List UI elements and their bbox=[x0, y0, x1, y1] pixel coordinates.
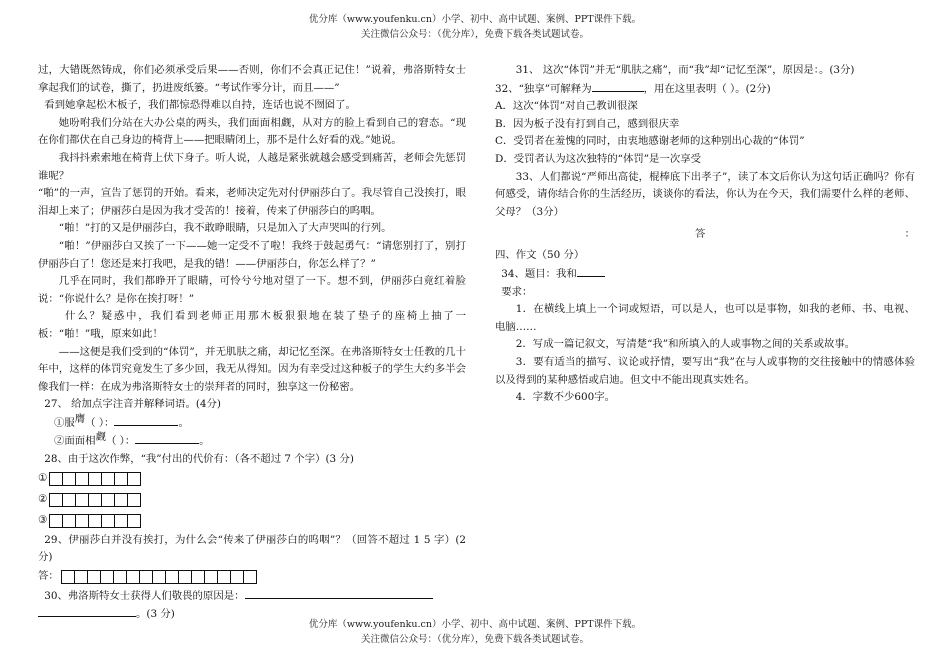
q29-box-grid[interactable] bbox=[61, 570, 256, 584]
passage-paragraph: 她吩咐我们分站在大办公桌的两头，我们面面相觑，从对方的脸上看到自己的窘态。“现在你们都伏在自己身边的椅背上——把眼睛闭上，那不是什么好看的戏。”她说。 bbox=[38, 116, 466, 147]
q27-2-answer-line[interactable] bbox=[135, 432, 199, 444]
passage-paragraph: 几乎在同时，我们都睁开了眼睛，可怜兮兮地对望了一下。想不到，伊丽莎白竟红着脸说：“你说什么？是你在挨打呀！” bbox=[38, 275, 466, 305]
question-33: 33、人们都说“严师出高徒，棍棒底下出孝子”，读了本文后你认为这句话正确吗？你有何感受，请你结合你的生活经历，谈谈你的看法，你认为在今天，我们需要什么样的老师、父母？（3分） bbox=[495, 170, 915, 218]
q32-answer-line[interactable] bbox=[592, 80, 644, 92]
q34-title-prompt: 34、题目：我和 bbox=[501, 267, 577, 280]
section-composition: 四、作文（50 分） bbox=[495, 249, 585, 262]
right-column bbox=[495, 62, 915, 407]
q34-requirements-label: 要求： bbox=[501, 285, 533, 298]
q28-box-grid[interactable] bbox=[49, 514, 140, 528]
passage-paragraph: 我抖抖索索地在椅背上伏下身子。听人说，人越是紧张就越会感受到痛苦，老师会先惩罚谁呢？ bbox=[38, 151, 466, 182]
q34-requirement: 2．写成一篇记叙文，写清楚“我”和所填入的人或事物之间的关系或故事。 bbox=[515, 338, 856, 351]
q33-answer-colon: ： bbox=[904, 227, 915, 240]
passage-paragraph: “啪”的一声，宣告了惩罚的开始。看来，老师决定先对付伊丽莎白了。我尽管自己没挨打，眼泪却上来了；伊丽莎白是因为我才受苦的！接着，传来了伊丽莎白的呜咽。 bbox=[38, 187, 466, 217]
q27-1-answer-line[interactable] bbox=[114, 414, 178, 426]
question-32 bbox=[495, 80, 915, 99]
q28-box-grid[interactable] bbox=[49, 472, 140, 486]
q28-answer-row-1[interactable] bbox=[38, 469, 466, 490]
q32-prompt-cont: ，用在这里表明（ ）。(2分) bbox=[643, 82, 771, 95]
passage-paragraph: “啪！”伊丽莎白又挨了一下——她一定受不了啦！我终于鼓起勇气：“请您别打了，别打伊丽莎白了！您还是来打我吧，是我的错！——伊丽莎白，你怎么样了？” bbox=[38, 239, 466, 270]
q28-label: ③ bbox=[38, 514, 48, 527]
q29-answer-row[interactable] bbox=[38, 567, 466, 587]
q27-1-period: 。 bbox=[178, 416, 189, 429]
question-31: 31、 这次“体罚”并无“肌肤之痛”，而“我”却“记忆至深”，原因是：。(3分) bbox=[515, 64, 855, 76]
q27-2-word: ②面面相 bbox=[54, 435, 96, 448]
q28-label: ① bbox=[38, 472, 48, 485]
q27-1-word: ①服 bbox=[54, 416, 75, 429]
q30-answer-line-2[interactable] bbox=[38, 605, 136, 617]
q28-answer-row-2[interactable] bbox=[38, 490, 466, 511]
passage-paragraph: 过，大错既然铸成，你们必须承受后果——否则，你们不会真正记住！”说着，弗洛斯特女士拿起我们的试卷，撕了，扔进废纸篓。“考试作零分计，而且——” bbox=[38, 64, 466, 94]
header-line-2: 关注微信公众号：（优分库），免费下载各类试题试卷。 bbox=[360, 29, 589, 40]
q33-answer-row[interactable] bbox=[495, 221, 915, 247]
question-29: 29、伊丽莎白并没有挨打，为什么会“传来了伊丽莎白的呜咽”？（回答不超过 1 5 字）(2 分) bbox=[38, 533, 466, 564]
footer-line-1: 优分库（www.youfenku.cn）小学、初中、高中试题、案例、PPT课件下载。 bbox=[308, 619, 642, 630]
q27-1-dotted-char: 膺 bbox=[74, 412, 86, 425]
q27-2-period: 。 bbox=[199, 435, 210, 448]
q27-2-pinyin-slot: （ ）： bbox=[105, 435, 136, 448]
q27-1-pinyin-slot: （ ）： bbox=[85, 416, 115, 429]
q29-answer-label: 答： bbox=[38, 570, 59, 583]
q32-option[interactable]: C．受罚者在羞愧的同时，由衷地感谢老师的这种别出心裁的“体罚” bbox=[495, 135, 805, 148]
passage-paragraph: 什么？疑惑中，我们看到老师正用那木板狠狠地在装了垫子的座椅上抽了一板：“啪！”哦，原来如此！ bbox=[38, 310, 466, 340]
question-27-item-1 bbox=[38, 414, 466, 433]
passage-paragraph: 看到她拿起松木板子，我们都惊恐得难以自持，连话也说不囫囵了。 bbox=[44, 99, 356, 112]
question-28: 28、由于这次作弊，“我”付出的代价有：（各不超过 7 个字）(3 分) bbox=[44, 453, 354, 466]
page-header bbox=[0, 12, 950, 42]
left-column bbox=[38, 62, 466, 624]
q34-requirement: 1．在横线上填上一个词或短语，可以是人，也可以是事物，如我的老师、书、电视、电脑…… bbox=[495, 303, 915, 333]
q30-answer-line[interactable] bbox=[245, 587, 433, 599]
question-27: 27、 给加点字注音并解释词语。(4分) bbox=[44, 398, 221, 411]
q32-prompt: 32、“独享”可解释为 bbox=[495, 82, 592, 95]
q34-title-blank[interactable] bbox=[577, 265, 605, 277]
q33-answer-label: 答 bbox=[695, 227, 706, 240]
q34-requirement: 3．要有适当的描写、议论或抒情，要写出“我”在与人或事物的交往接触中的情感体验以及得到的某种感悟或启迪。但文中不能出现真实姓名。 bbox=[495, 355, 915, 386]
passage-paragraph: “啪！”打的又是伊丽莎白，我不敢睁眼睛，只是加入了大声哭叫的行列。 bbox=[58, 222, 392, 235]
footer-line-2: 关注微信公众号：（优分库），免费下载各类试题试卷。 bbox=[360, 634, 589, 645]
question-30 bbox=[38, 587, 466, 606]
q32-option[interactable]: D．受罚者认为这次独特的“体罚”是一次享受 bbox=[495, 152, 701, 165]
q30-prompt: 30、弗洛斯特女士获得人们敬畏的原因是： bbox=[44, 589, 245, 602]
q27-2-dotted-char: 觑 bbox=[95, 431, 106, 444]
question-27-item-2 bbox=[38, 432, 466, 451]
q30-score: 。(3 分) bbox=[136, 608, 175, 621]
q34-requirement: 4．字数不少600字。 bbox=[515, 391, 615, 404]
page-footer bbox=[0, 617, 950, 647]
q32-option[interactable]: A．这次“体罚”对自己教训很深 bbox=[495, 100, 638, 113]
question-34 bbox=[495, 265, 915, 284]
header-line-1: 优分库（www.youfenku.cn）小学、初中、高中试题、案例、PPT课件下载。 bbox=[308, 14, 642, 25]
q28-answer-row-3[interactable] bbox=[38, 511, 466, 532]
passage-paragraph: ——这便是我们受到的“体罚”，并无肌肤之痛，却记忆至深。在弗洛斯特女士任教的几十年中，这样的体罚究竟发生了多少回，我无从得知。因为有幸受过这种板子的学生大约多半会像我们一样：在成为弗洛斯特女士的崇拜者的同时，独享这一份秘密。 bbox=[38, 345, 466, 393]
q32-option[interactable]: B．因为板子没有打到自己，感到很庆幸 bbox=[495, 117, 680, 130]
q28-label: ② bbox=[38, 493, 48, 506]
q28-box-grid[interactable] bbox=[49, 493, 140, 507]
